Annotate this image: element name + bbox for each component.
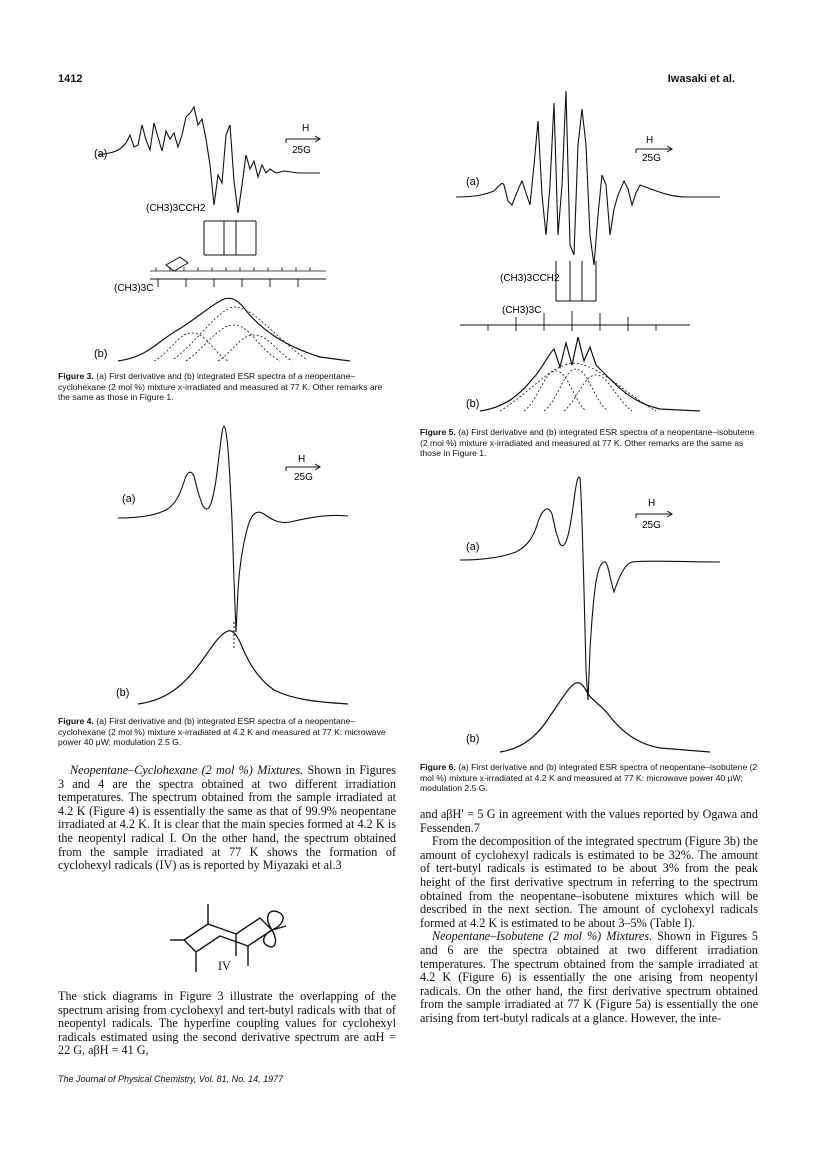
fig3-decomposition-curves	[154, 307, 306, 361]
figure5	[420, 85, 750, 415]
fig5-label-a: (a)	[466, 176, 480, 188]
fig4-derivative-trace	[118, 426, 348, 632]
fig5-scale: 25G	[642, 153, 661, 164]
figure6	[420, 470, 750, 760]
fig3-field-symbol: H	[302, 123, 310, 134]
fig4-label-a: (a)	[122, 493, 136, 505]
left-paragraph-1	[58, 764, 396, 873]
fig3-cyclohexyl-icon	[166, 257, 188, 271]
right-paragraph-2: From the decomposition of the integrated spectrum (Figure 3b) the amount of cyclohexyl radicals is estimated to be 32%. The amount of tert-butyl radicals is estimated to be about 3% from the peak height of the first derivative spectrum in referring to the spectrum obtained from the neopentane–isobutene mixtures which will be described in the next section. The amount of cyclohexyl radicals formed at 4.2 K is estimated to be about 3–5% (Table I).	[420, 834, 758, 930]
figure3	[58, 95, 398, 365]
fig6-caption	[420, 762, 758, 794]
fig4-integrated-trace	[138, 631, 348, 704]
right-column-text	[420, 808, 758, 1026]
fig3-tbutyl-sticks	[150, 279, 326, 287]
right-paragraph-1: and aβH′ = 5 G in agreement with the values reported by Ogawa and Fessenden.7	[420, 807, 758, 835]
journal-footer: The Journal of Physical Chemistry, Vol. 81, No. 14, 1977	[58, 1074, 284, 1084]
fig5-radical-neopentyl: (CH3)3CCH2	[500, 273, 560, 284]
right-paragraph-3	[420, 930, 758, 1025]
fig5-decomposition-curves	[500, 363, 656, 411]
p-orbital-lower	[264, 930, 276, 947]
fig3-derivative-trace	[98, 107, 320, 213]
fig5-caption-text: (a) First derivative and (b) integrated ESR spectra of a neopentane–isobutene (2 mol %) mixture x-irradiated and measured at 77 K. Other remarks are the same as those in Figure 1.	[420, 427, 755, 459]
fig6-label-a: (a)	[466, 541, 480, 553]
fig3-scale: 25G	[292, 145, 311, 156]
fig3-radical-neopentyl: (CH3)3CCH2	[146, 203, 206, 214]
fig6-derivative-trace	[460, 477, 720, 700]
page-number: 1412	[58, 73, 83, 85]
fig6-scale: 25G	[642, 520, 661, 531]
fig6-caption-text: (a) First derivative and (b) integrated ESR spectra of neopentane–isobutene (2 mol %) mixture x-irradiated at 4.2 K and measured at 77 K: microwave power 40 μW; modulation 2.5 G.	[420, 762, 758, 794]
fig4-caption-label: Figure 4.	[58, 716, 94, 726]
fig4-caption	[58, 716, 396, 748]
fig5-field-symbol: H	[646, 135, 654, 146]
fig3-caption-text: (a) First derivative and (b) integrated ESR spectra of a neopentane–cyclohexane (2 mol %) mixture x-irradiated and measured at 77 K. Other remarks are the same as those in Figure 1.	[58, 371, 383, 403]
fig5-derivative-trace	[456, 91, 720, 265]
fig6-caption-label: Figure 6.	[420, 762, 456, 772]
fig3-radical-tbutyl: (CH3)3C	[114, 283, 154, 294]
right-para3-body: Shown in Figures 5 and 6 are the spectra obtained at two different irradiation temperatures. The spectrum obtained from the sample irradiated at 4.2 K (Figure 6) is essentially the one arising from neopentyl radicals. On the other hand, the first derivative spectrum obtained from the sample irradiated at 77 K (Figure 5a) is essentially the one arising from tert-butyl radicals at a glance. However, the inte-	[420, 929, 758, 1025]
fig6-field-symbol: H	[648, 498, 656, 509]
figure4	[58, 420, 398, 710]
left-column-text-1	[58, 764, 396, 873]
fig5-radical-tbutyl: (CH3)3C	[502, 305, 542, 316]
left-para1-body: Shown in Figures 3 and 4 are the spectra obtained at two different irradiation temperatures. The spectrum obtained from the sample irradiated at 4.2 K (Figure 4) is essentially the same as that of 99.9% neopentane irradiated at 4.2 K. It is clear that the main species formed at 4.2 K is the neopentyl radical I. On the other hand, the spectrum obtained from the sample irradiated at 77 K shows the formation of cyclohexyl radicals (IV) as is reported by Miyazaki et al.3	[58, 763, 396, 873]
left-para1-title: Neopentane–Cyclohexane (2 mol %) Mixtures.	[70, 763, 304, 777]
fig3-integrated-trace	[118, 298, 350, 361]
fig4-caption-text: (a) First derivative and (b) integrated ESR spectra of a neopentane–cyclohexane (2 mol %) mixture x-irradiated at 4.2 K and measured at 77 K: microwave power 40 μW; modulation 2.5 G.	[58, 716, 386, 748]
fig5-neopentyl-sticks	[556, 261, 596, 301]
fig3-label-a: (a)	[94, 148, 108, 160]
fig3-caption	[58, 371, 396, 403]
fig5-label-b: (b)	[466, 398, 480, 410]
fig6-integrated-trace	[500, 683, 710, 752]
fig5-integrated-trace	[480, 337, 700, 411]
fig6-label-b: (b)	[466, 733, 480, 745]
running-author: Iwasaki et al.	[667, 73, 735, 85]
left-paragraph-2: The stick diagrams in Figure 3 illustrate the overlapping of the spectrum arising from cyclohexyl and tert-butyl radicals with that of neopentyl radicals. The hyperfine coupling values for cyclohexyl radicals estimated using the second derivative spectrum are aαH = 22 G, aβH = 41 G,	[58, 989, 396, 1058]
fig3-caption-label: Figure 3.	[58, 371, 94, 381]
fig3-label-b: (b)	[94, 348, 108, 360]
fig3-neopentyl-sticks	[204, 221, 256, 255]
ring-bonds	[184, 918, 272, 952]
fig3-cyclohexyl-sticks	[150, 267, 326, 271]
left-column-text-2	[58, 990, 396, 1058]
fig5-tbutyl-sticks	[460, 311, 690, 331]
fig4-field-symbol: H	[298, 454, 306, 465]
structure-label: IV	[218, 959, 231, 973]
fig4-scale: 25G	[294, 472, 313, 483]
fig5-caption	[420, 427, 758, 459]
right-para3-title: Neopentane–Isobutene (2 mol %) Mixtures.	[432, 929, 653, 944]
fig5-caption-label: Figure 5.	[420, 427, 456, 437]
fig4-label-b: (b)	[116, 687, 130, 699]
structure-iv	[168, 900, 298, 980]
